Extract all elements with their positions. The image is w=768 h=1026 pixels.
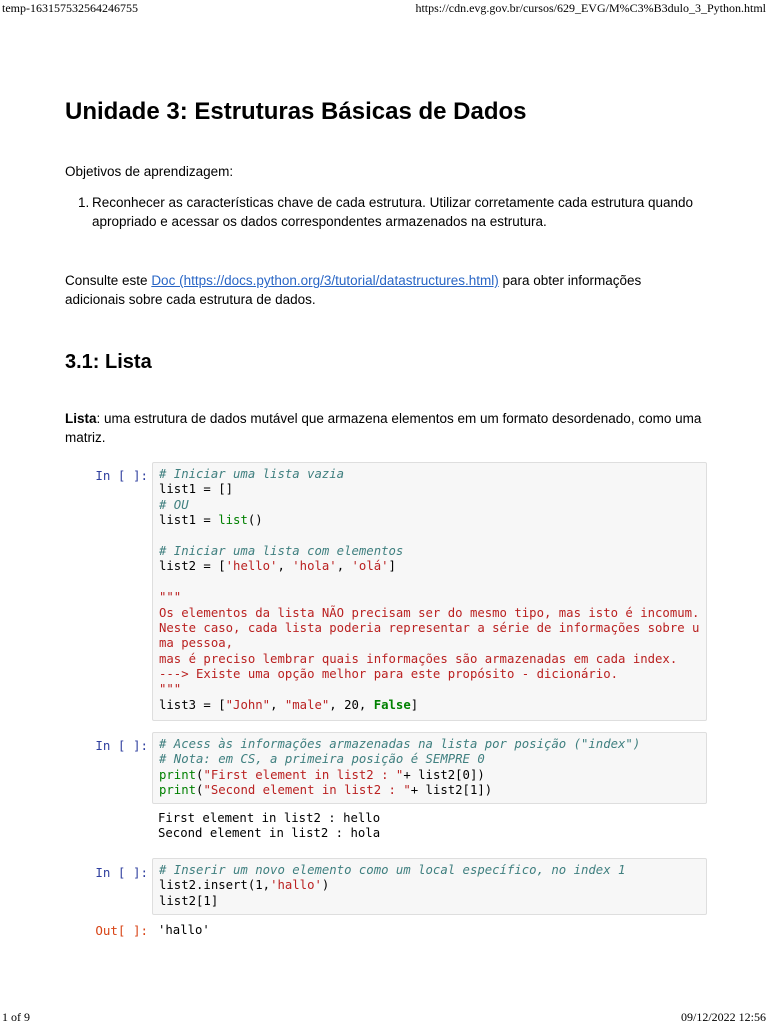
code-line (159, 737, 700, 752)
code-line (159, 652, 700, 667)
section-title: 3.1: Lista (65, 351, 152, 373)
cell-2-output: First element in list2 : hello Second element in list2 : hola (158, 811, 381, 841)
code-cell-3-source[interactable] (159, 863, 700, 909)
code-cell-2[interactable] (152, 732, 707, 804)
code-text: list1 = [] (159, 482, 234, 497)
lista-definition-text: : uma estrutura de dados mutável que armazena elementos em um formato desordenado, como uma matriz. (65, 411, 702, 445)
code-line (159, 575, 700, 590)
list-item (78, 193, 708, 231)
objectives-label: Objetivos de aprendizagem: (65, 164, 234, 179)
code-line (159, 621, 700, 636)
code-text: list2.insert(1, (159, 878, 271, 893)
code-line (159, 529, 700, 544)
page-number: 1 of 9 (2, 1010, 30, 1024)
code-builtin: list (218, 513, 248, 528)
code-line (159, 752, 700, 767)
code-comment: # Nota: em CS, a primeira posição é SEMPRE 0 (159, 752, 485, 767)
code-text: list1 = (159, 513, 219, 528)
code-text: list3 = [ (159, 697, 226, 712)
code-line (159, 513, 700, 528)
code-string: "First element in list2 : " (203, 767, 404, 782)
print-date: 09/12/2022 12:56 (680, 1010, 766, 1024)
code-line (159, 894, 700, 909)
code-text: list2[1] (159, 893, 219, 908)
code-text: , (277, 559, 293, 574)
code-line (159, 590, 700, 605)
code-string: 'hola' (292, 559, 337, 574)
code-cell-1-source[interactable] (159, 467, 700, 713)
code-string: "male" (284, 697, 330, 712)
code-line (159, 878, 700, 893)
code-string: 'hallo' (270, 878, 322, 893)
code-text: + list2[0]) (403, 767, 485, 782)
code-text: , (270, 697, 285, 712)
code-string: "Second element in list2 : " (203, 783, 411, 798)
lista-definition (65, 409, 705, 447)
cell-1-prompt: In [ ]: (95, 468, 148, 483)
code-text: ) (321, 878, 330, 893)
code-line (159, 768, 700, 783)
consult-text-before: Consulte este (65, 273, 152, 288)
code-line (159, 544, 700, 559)
print-header-left: temp-163157532564246755 (2, 1, 138, 15)
code-line (159, 863, 700, 878)
code-text: ] (410, 697, 419, 712)
code-comment: # Inserir um novo elemento como um local específico, no index 1 (159, 863, 626, 877)
code-line (159, 783, 700, 798)
code-line (159, 498, 700, 513)
code-string: Neste caso, cada lista poderia representar a série de informações sobre u (159, 620, 700, 635)
page-title: Unidade 3: Estruturas Básicas de Dados (65, 98, 527, 125)
list-item-text: Reconhecer as características chave de cada estrutura. Utilizar corretamente cada estrutura quando apropriado e acessar os dados correspondentes armazenados na estrutura. (92, 195, 694, 229)
code-cell-3[interactable] (152, 858, 707, 915)
code-line (159, 559, 700, 574)
code-string: Os elementos da lista NÃO precisam ser do mesmo tipo, mas isto é incomum. (159, 605, 700, 620)
code-comment: # Iniciar uma lista vazia (159, 467, 345, 481)
code-keyword: False (373, 697, 411, 712)
code-text: , 20, (329, 697, 374, 712)
lista-term: Lista (65, 411, 97, 426)
code-comment: # Acess às informações armazenadas na lista por posição ("index") (159, 737, 641, 751)
print-header (0, 1, 768, 17)
code-line (159, 482, 700, 497)
consult-text-after: para obter informações adicionais sobre cada estrutura de dados. (65, 273, 642, 307)
cell-3-out-prompt: Out[ ]: (95, 923, 148, 938)
code-string: ---> Existe uma opção melhor para este propósito - dicionário. (159, 667, 619, 682)
code-text: () (247, 513, 263, 528)
cell-3-output: 'hallo' (158, 923, 210, 937)
code-line (159, 667, 700, 682)
code-text: + list2[1]) (410, 783, 493, 798)
code-line (159, 698, 700, 713)
code-text: list2 = [ (159, 559, 226, 574)
code-text: ( (196, 767, 204, 782)
code-comment: # Iniciar uma lista com elementos (159, 543, 404, 558)
cell-3-prompt: In [ ]: (95, 865, 148, 880)
code-line (159, 636, 700, 651)
code-cell-2-source[interactable] (159, 737, 700, 799)
objectives-list (78, 193, 708, 231)
code-line (159, 467, 700, 482)
code-string: """ (159, 682, 182, 697)
code-comment: # OU (159, 497, 189, 512)
code-text: , (336, 559, 352, 574)
code-string: ma pessoa, (159, 636, 234, 651)
consult-paragraph (65, 271, 705, 309)
cell-2-prompt: In [ ]: (95, 738, 148, 753)
code-builtin: print (159, 767, 197, 782)
print-header-url: https://cdn.evg.gov.br/cursos/629_EVG/M%C3%B3dulo_3_Python.html (415, 1, 766, 15)
code-string: mas é preciso lembrar quais informações são armazenadas em cada index. (159, 651, 678, 666)
code-string: "John" (225, 697, 271, 712)
code-line (159, 606, 700, 621)
code-line (159, 682, 700, 697)
code-string: 'olá' (351, 559, 389, 574)
code-text: ( (196, 783, 204, 798)
code-text: ] (388, 559, 396, 574)
doc-link[interactable]: Doc (https://docs.python.org/3/tutorial/datastructures.html) (151, 273, 499, 288)
code-builtin: print (159, 783, 197, 798)
list-item-number: 1. (78, 195, 90, 210)
code-cell-1[interactable] (152, 462, 707, 721)
code-string: """ (159, 590, 182, 605)
code-string: 'hello' (225, 559, 278, 574)
